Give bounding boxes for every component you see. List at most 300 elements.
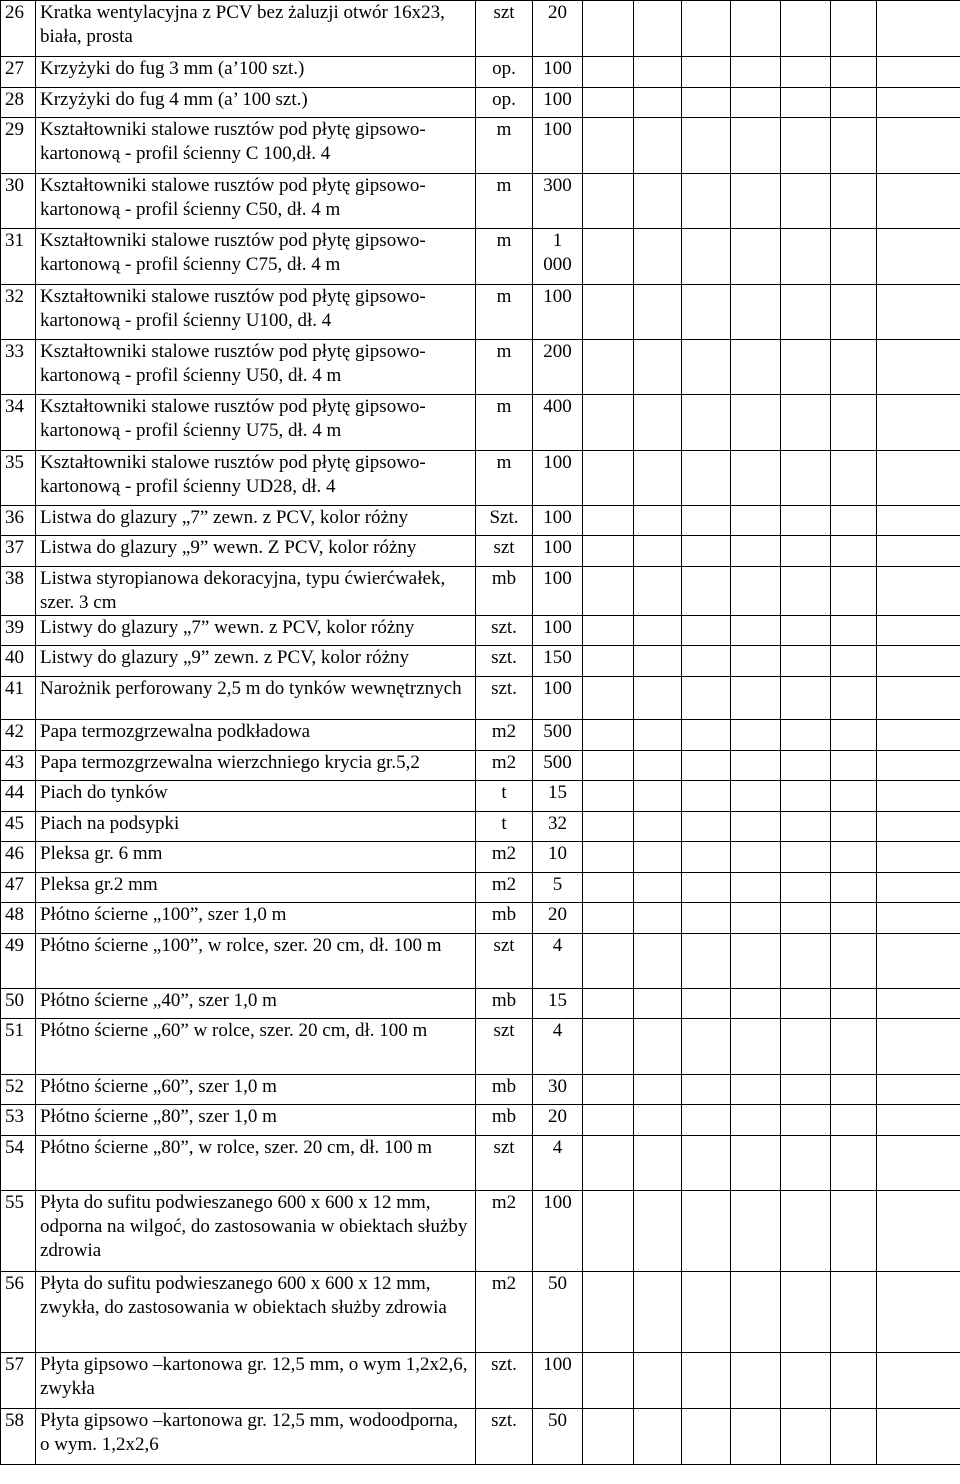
item-unit: m — [476, 118, 533, 174]
empty-cell — [731, 1105, 781, 1136]
empty-cell — [831, 1019, 877, 1075]
empty-cell — [781, 1136, 831, 1191]
empty-cell — [634, 812, 682, 842]
empty-cell — [877, 1272, 960, 1353]
empty-cell — [583, 118, 634, 174]
empty-cell — [634, 451, 682, 506]
item-name: Kratka wentylacyjna z PCV bez żaluzji otwór 16x23, biała, prosta — [36, 1, 476, 57]
empty-cell — [831, 1272, 877, 1353]
item-quantity: 100 — [533, 567, 583, 616]
empty-cell — [781, 751, 831, 781]
item-unit: m2 — [476, 751, 533, 781]
empty-cell — [583, 781, 634, 812]
item-name: Płótno ścierne „100”, szer 1,0 m — [36, 903, 476, 934]
item-name: Kształtowniki stalowe rusztów pod płytę gipsowo- kartonową - profil ścienny U75, dł. 4 m — [36, 395, 476, 451]
item-unit: m2 — [476, 1191, 533, 1272]
empty-cell — [634, 1409, 682, 1465]
empty-cell — [682, 1, 731, 57]
empty-cell — [583, 506, 634, 536]
empty-cell — [682, 989, 731, 1019]
empty-cell — [682, 451, 731, 506]
empty-cell — [877, 506, 960, 536]
empty-cell — [634, 1136, 682, 1191]
item-quantity: 5 — [533, 873, 583, 903]
empty-cell — [831, 174, 877, 229]
item-name: Płótno ścierne „100”, w rolce, szer. 20 cm, dł. 100 m — [36, 934, 476, 989]
table-row — [1, 1075, 960, 1105]
empty-cell — [731, 616, 781, 646]
row-number: 32 — [1, 285, 36, 340]
empty-cell — [731, 812, 781, 842]
empty-cell — [682, 934, 731, 989]
item-unit: m — [476, 395, 533, 451]
item-unit: szt. — [476, 646, 533, 677]
item-unit: szt. — [476, 616, 533, 646]
table-row — [1, 57, 960, 88]
empty-cell — [634, 506, 682, 536]
empty-cell — [877, 616, 960, 646]
empty-cell — [583, 616, 634, 646]
item-quantity: 4 — [533, 934, 583, 989]
row-number: 31 — [1, 229, 36, 285]
empty-cell — [781, 1105, 831, 1136]
empty-cell — [731, 451, 781, 506]
empty-cell — [682, 720, 731, 751]
item-name: Piach do tynków — [36, 781, 476, 812]
item-quantity: 1 000 — [533, 229, 583, 285]
row-number: 30 — [1, 174, 36, 229]
empty-cell — [831, 751, 877, 781]
row-number: 37 — [1, 536, 36, 567]
empty-cell — [831, 1, 877, 57]
empty-cell — [583, 903, 634, 934]
empty-cell — [682, 1075, 731, 1105]
empty-cell — [583, 934, 634, 989]
empty-cell — [781, 646, 831, 677]
empty-cell — [831, 88, 877, 118]
item-quantity: 32 — [533, 812, 583, 842]
empty-cell — [583, 536, 634, 567]
row-number: 49 — [1, 934, 36, 989]
empty-cell — [731, 88, 781, 118]
item-quantity: 20 — [533, 1, 583, 57]
empty-cell — [877, 1075, 960, 1105]
empty-cell — [634, 842, 682, 873]
empty-cell — [781, 1075, 831, 1105]
item-unit: szt — [476, 1019, 533, 1075]
item-quantity: 150 — [533, 646, 583, 677]
empty-cell — [781, 842, 831, 873]
item-unit: szt. — [476, 1353, 533, 1409]
empty-cell — [831, 1105, 877, 1136]
table-row — [1, 616, 960, 646]
empty-cell — [634, 567, 682, 616]
empty-cell — [583, 229, 634, 285]
empty-cell — [682, 812, 731, 842]
empty-cell — [682, 1105, 731, 1136]
empty-cell — [731, 1019, 781, 1075]
table-row — [1, 506, 960, 536]
table-row — [1, 395, 960, 451]
empty-cell — [731, 1136, 781, 1191]
empty-cell — [781, 567, 831, 616]
item-quantity: 100 — [533, 536, 583, 567]
empty-cell — [877, 751, 960, 781]
empty-cell — [831, 536, 877, 567]
empty-cell — [634, 57, 682, 88]
empty-cell — [583, 1019, 634, 1075]
table-row — [1, 720, 960, 751]
table-row — [1, 1272, 960, 1353]
item-name: Płyta do sufitu podwieszanego 600 x 600 x 12 mm, zwykła, do zastosowania w obiektach służby zdrowia — [36, 1272, 476, 1353]
item-quantity: 100 — [533, 1191, 583, 1272]
empty-cell — [877, 395, 960, 451]
item-unit: op. — [476, 57, 533, 88]
empty-cell — [583, 174, 634, 229]
empty-cell — [831, 842, 877, 873]
empty-cell — [583, 1136, 634, 1191]
table-row — [1, 873, 960, 903]
item-quantity: 100 — [533, 118, 583, 174]
item-unit: t — [476, 781, 533, 812]
empty-cell — [583, 340, 634, 395]
empty-cell — [831, 989, 877, 1019]
row-number: 42 — [1, 720, 36, 751]
item-name: Kształtowniki stalowe rusztów pod płytę gipsowo- kartonową - profil ścienny U50, dł. 4 m — [36, 340, 476, 395]
item-name: Kształtowniki stalowe rusztów pod płytę gipsowo- kartonową - profil ścienny U100, dł. 4 — [36, 285, 476, 340]
empty-cell — [682, 395, 731, 451]
empty-cell — [682, 1353, 731, 1409]
item-unit: m2 — [476, 842, 533, 873]
item-unit: mb — [476, 567, 533, 616]
item-quantity: 100 — [533, 88, 583, 118]
empty-cell — [682, 873, 731, 903]
empty-cell — [682, 229, 731, 285]
row-number: 55 — [1, 1191, 36, 1272]
row-number: 38 — [1, 567, 36, 616]
empty-cell — [877, 842, 960, 873]
empty-cell — [634, 536, 682, 567]
empty-cell — [781, 616, 831, 646]
empty-cell — [682, 567, 731, 616]
row-number: 26 — [1, 1, 36, 57]
table-row — [1, 174, 960, 229]
item-unit: szt — [476, 1, 533, 57]
empty-cell — [682, 903, 731, 934]
empty-cell — [682, 1136, 731, 1191]
item-quantity: 100 — [533, 616, 583, 646]
row-number: 58 — [1, 1409, 36, 1465]
item-quantity: 100 — [533, 506, 583, 536]
item-quantity: 20 — [533, 903, 583, 934]
empty-cell — [583, 567, 634, 616]
empty-cell — [877, 340, 960, 395]
item-quantity: 50 — [533, 1409, 583, 1465]
empty-cell — [583, 646, 634, 677]
empty-cell — [634, 395, 682, 451]
empty-cell — [831, 1136, 877, 1191]
empty-cell — [583, 989, 634, 1019]
table-row — [1, 567, 960, 616]
item-name: Krzyżyki do fug 4 mm (a’ 100 szt.) — [36, 88, 476, 118]
item-quantity: 15 — [533, 989, 583, 1019]
empty-cell — [877, 903, 960, 934]
empty-cell — [877, 720, 960, 751]
item-unit: m2 — [476, 1272, 533, 1353]
item-quantity: 400 — [533, 395, 583, 451]
empty-cell — [583, 88, 634, 118]
item-unit: op. — [476, 88, 533, 118]
empty-cell — [831, 1075, 877, 1105]
empty-cell — [731, 1272, 781, 1353]
empty-cell — [731, 57, 781, 88]
empty-cell — [583, 720, 634, 751]
table-body — [1, 1, 960, 1465]
empty-cell — [634, 1019, 682, 1075]
empty-cell — [634, 1191, 682, 1272]
empty-cell — [781, 720, 831, 751]
item-unit: mb — [476, 1075, 533, 1105]
empty-cell — [781, 1409, 831, 1465]
item-unit: szt — [476, 934, 533, 989]
empty-cell — [583, 842, 634, 873]
table-row — [1, 88, 960, 118]
item-quantity: 4 — [533, 1136, 583, 1191]
empty-cell — [731, 781, 781, 812]
empty-cell — [634, 285, 682, 340]
item-name: Kształtowniki stalowe rusztów pod płytę gipsowo- kartonową - profil ścienny UD28, dł. 4 — [36, 451, 476, 506]
item-quantity: 15 — [533, 781, 583, 812]
empty-cell — [731, 1191, 781, 1272]
item-name: Papa termozgrzewalna wierzchniego krycia gr.5,2 — [36, 751, 476, 781]
empty-cell — [781, 781, 831, 812]
item-name: Płyta gipsowo –kartonowa gr. 12,5 mm, o wym 1,2x2,6, zwykła — [36, 1353, 476, 1409]
table-row — [1, 646, 960, 677]
empty-cell — [731, 395, 781, 451]
item-unit: Szt. — [476, 506, 533, 536]
item-name: Listwa do glazury „9” wewn. Z PCV, kolor różny — [36, 536, 476, 567]
empty-cell — [634, 781, 682, 812]
item-unit: szt. — [476, 677, 533, 720]
empty-cell — [583, 57, 634, 88]
empty-cell — [731, 340, 781, 395]
row-number: 33 — [1, 340, 36, 395]
item-unit: szt — [476, 536, 533, 567]
item-name: Płótno ścierne „80”, w rolce, szer. 20 cm, dł. 100 m — [36, 1136, 476, 1191]
empty-cell — [583, 285, 634, 340]
empty-cell — [583, 1191, 634, 1272]
item-unit: t — [476, 812, 533, 842]
item-quantity: 4 — [533, 1019, 583, 1075]
empty-cell — [731, 567, 781, 616]
table-row — [1, 1105, 960, 1136]
item-quantity: 200 — [533, 340, 583, 395]
item-quantity: 10 — [533, 842, 583, 873]
table-row — [1, 340, 960, 395]
table-row — [1, 812, 960, 842]
empty-cell — [682, 646, 731, 677]
item-name: Kształtowniki stalowe rusztów pod płytę gipsowo- kartonową - profil ścienny C50, dł. 4 m — [36, 174, 476, 229]
empty-cell — [877, 1, 960, 57]
row-number: 51 — [1, 1019, 36, 1075]
item-name: Kształtowniki stalowe rusztów pod płytę gipsowo- kartonową - profil ścienny C 100,dł. 4 — [36, 118, 476, 174]
empty-cell — [583, 1353, 634, 1409]
empty-cell — [831, 646, 877, 677]
empty-cell — [583, 1409, 634, 1465]
table-row — [1, 118, 960, 174]
empty-cell — [877, 873, 960, 903]
empty-cell — [831, 395, 877, 451]
item-quantity: 50 — [533, 1272, 583, 1353]
empty-cell — [781, 1272, 831, 1353]
item-name: Papa termozgrzewalna podkładowa — [36, 720, 476, 751]
empty-cell — [877, 88, 960, 118]
row-number: 44 — [1, 781, 36, 812]
empty-cell — [634, 229, 682, 285]
empty-cell — [781, 1191, 831, 1272]
empty-cell — [781, 506, 831, 536]
item-name: Listwa styropianowa dekoracyjna, typu ćwierćwałek, szer. 3 cm — [36, 567, 476, 616]
row-number: 43 — [1, 751, 36, 781]
item-name: Płótno ścierne „60”, szer 1,0 m — [36, 1075, 476, 1105]
item-name: Płótno ścierne „60” w rolce, szer. 20 cm, dł. 100 m — [36, 1019, 476, 1075]
table-row — [1, 781, 960, 812]
empty-cell — [583, 812, 634, 842]
table-row — [1, 536, 960, 567]
item-unit: m — [476, 229, 533, 285]
table-row — [1, 1353, 960, 1409]
empty-cell — [781, 989, 831, 1019]
item-name: Płótno ścierne „40”, szer 1,0 m — [36, 989, 476, 1019]
item-quantity: 100 — [533, 57, 583, 88]
row-number: 29 — [1, 118, 36, 174]
empty-cell — [682, 842, 731, 873]
row-number: 28 — [1, 88, 36, 118]
item-quantity: 300 — [533, 174, 583, 229]
empty-cell — [831, 285, 877, 340]
item-unit: m2 — [476, 873, 533, 903]
empty-cell — [731, 842, 781, 873]
table-row — [1, 842, 960, 873]
table-row — [1, 285, 960, 340]
item-name: Krzyżyki do fug 3 mm (a’100 szt.) — [36, 57, 476, 88]
item-name: Płyta gipsowo –kartonowa gr. 12,5 mm, wodoodporna, o wym. 1,2x2,6 — [36, 1409, 476, 1465]
empty-cell — [634, 903, 682, 934]
empty-cell — [682, 1019, 731, 1075]
empty-cell — [831, 720, 877, 751]
item-quantity: 500 — [533, 720, 583, 751]
empty-cell — [731, 506, 781, 536]
row-number: 41 — [1, 677, 36, 720]
empty-cell — [583, 1, 634, 57]
empty-cell — [877, 118, 960, 174]
empty-cell — [781, 451, 831, 506]
item-name: Pleksa gr.2 mm — [36, 873, 476, 903]
empty-cell — [831, 934, 877, 989]
empty-cell — [731, 646, 781, 677]
empty-cell — [634, 1272, 682, 1353]
table-row — [1, 903, 960, 934]
empty-cell — [583, 1272, 634, 1353]
empty-cell — [583, 451, 634, 506]
empty-cell — [731, 118, 781, 174]
empty-cell — [831, 781, 877, 812]
empty-cell — [634, 751, 682, 781]
empty-cell — [831, 616, 877, 646]
item-quantity: 30 — [533, 1075, 583, 1105]
empty-cell — [682, 506, 731, 536]
item-name: Listwa do glazury „7” zewn. z PCV, kolor różny — [36, 506, 476, 536]
empty-cell — [831, 677, 877, 720]
empty-cell — [731, 174, 781, 229]
empty-cell — [831, 57, 877, 88]
empty-cell — [634, 88, 682, 118]
empty-cell — [634, 340, 682, 395]
empty-cell — [682, 1409, 731, 1465]
empty-cell — [781, 677, 831, 720]
empty-cell — [877, 229, 960, 285]
empty-cell — [877, 536, 960, 567]
item-name: Listwy do glazury „9” zewn. z PCV, kolor różny — [36, 646, 476, 677]
empty-cell — [781, 88, 831, 118]
empty-cell — [781, 1019, 831, 1075]
empty-cell — [634, 174, 682, 229]
empty-cell — [682, 118, 731, 174]
empty-cell — [682, 616, 731, 646]
empty-cell — [634, 646, 682, 677]
item-unit: szt. — [476, 1409, 533, 1465]
row-number: 56 — [1, 1272, 36, 1353]
empty-cell — [731, 720, 781, 751]
table-row — [1, 1, 960, 57]
row-number: 47 — [1, 873, 36, 903]
empty-cell — [831, 1191, 877, 1272]
empty-cell — [781, 57, 831, 88]
empty-cell — [583, 395, 634, 451]
row-number: 54 — [1, 1136, 36, 1191]
empty-cell — [682, 340, 731, 395]
row-number: 46 — [1, 842, 36, 873]
table-row — [1, 751, 960, 781]
empty-cell — [781, 1353, 831, 1409]
empty-cell — [877, 451, 960, 506]
empty-cell — [731, 903, 781, 934]
empty-cell — [634, 1075, 682, 1105]
row-number: 57 — [1, 1353, 36, 1409]
empty-cell — [634, 934, 682, 989]
empty-cell — [877, 1136, 960, 1191]
empty-cell — [781, 903, 831, 934]
empty-cell — [877, 781, 960, 812]
empty-cell — [877, 812, 960, 842]
item-unit: mb — [476, 989, 533, 1019]
row-number: 53 — [1, 1105, 36, 1136]
row-number: 35 — [1, 451, 36, 506]
item-quantity: 100 — [533, 285, 583, 340]
empty-cell — [731, 1075, 781, 1105]
empty-cell — [634, 873, 682, 903]
empty-cell — [634, 989, 682, 1019]
item-name: Kształtowniki stalowe rusztów pod płytę gipsowo- kartonową - profil ścienny C75, dł. 4 m — [36, 229, 476, 285]
empty-cell — [682, 1191, 731, 1272]
empty-cell — [583, 873, 634, 903]
row-number: 50 — [1, 989, 36, 1019]
empty-cell — [877, 1409, 960, 1465]
item-unit: m2 — [476, 720, 533, 751]
empty-cell — [682, 536, 731, 567]
empty-cell — [731, 873, 781, 903]
empty-cell — [781, 395, 831, 451]
